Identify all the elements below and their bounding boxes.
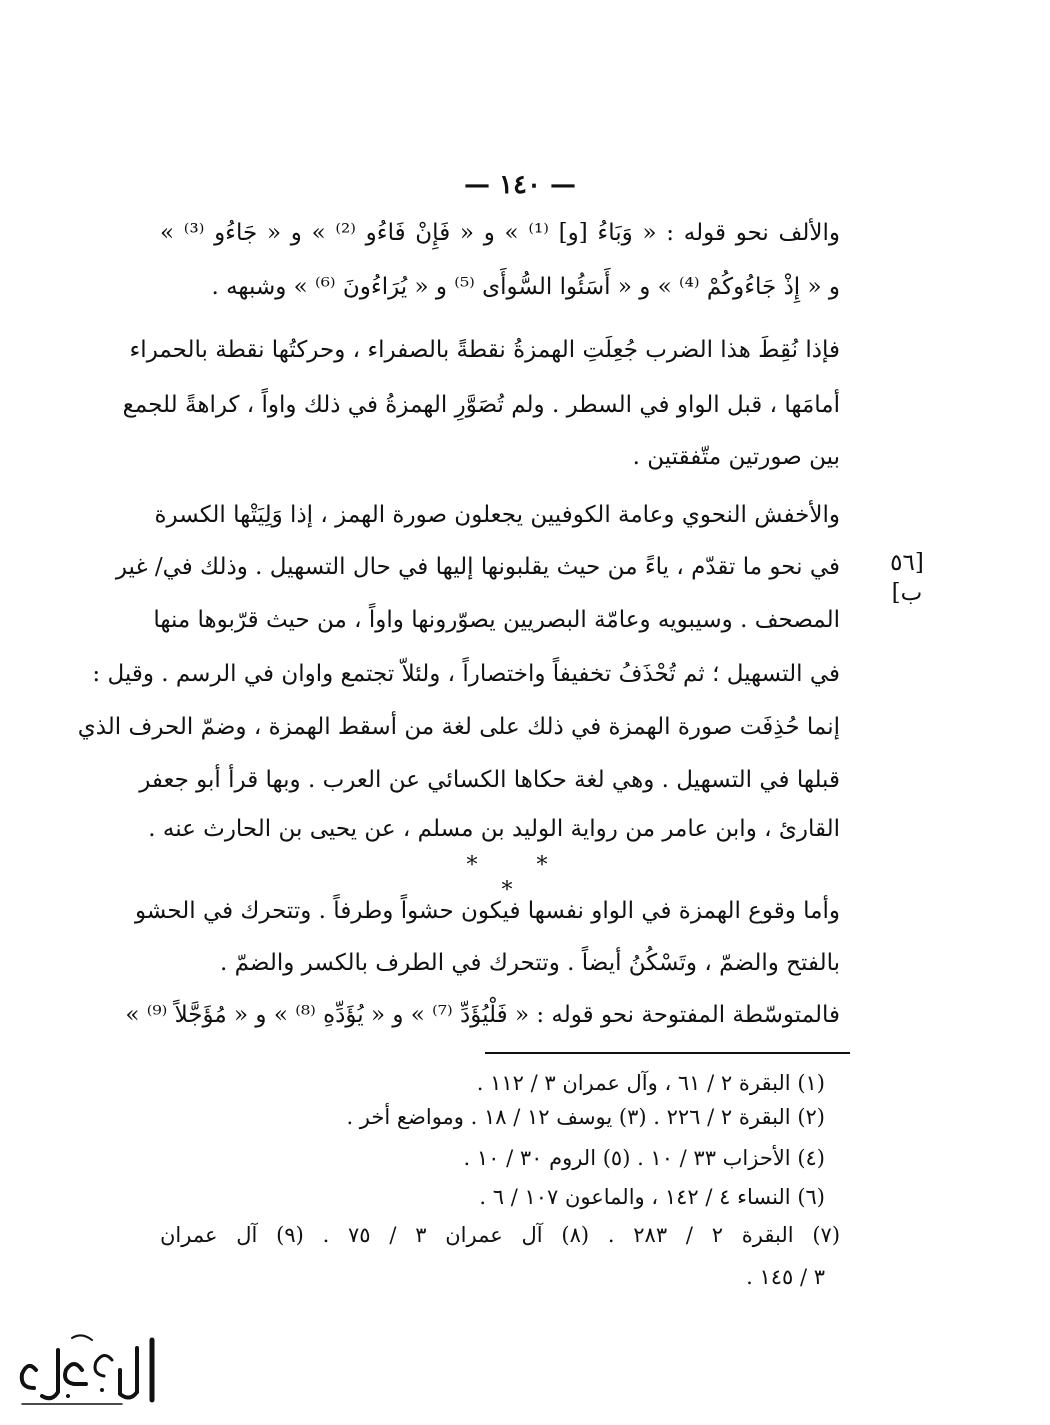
footnote-9-continued: ٣ / ١٤٥ .: [746, 1265, 825, 1289]
body-line-5: بين صورتين متّفقتين .: [632, 444, 840, 470]
body-line-7: في نحو ما تقدّم ، ياءً من حيث يقلبونها إليها في حال التسهيل . وذلك في/ غير: [115, 554, 840, 580]
footnote-7-8-9: (٧) البقرة ٢ / ٢٨٣ . (٨) آل عمران ٣ / ٧٥ . (٩) آل عمران: [160, 1223, 841, 1247]
page-number: — ١٤٠ —: [463, 170, 577, 200]
body-line-11: قبلها في التسهيل . وهي لغة حكاها الكسائي عن العرب . وبها قرأ أبو جعفر: [139, 767, 840, 793]
body-line-1: والألف نحو قوله : « وَبَاءُ [و] ⁽¹⁾ » و « فَإِنْ فَاءُو ⁽²⁾ » و « جَاءُو ⁽³⁾ »: [160, 220, 840, 246]
body-line-6: والأخفش النحوي وعامة الكوفيين يجعلون صورة الهمز ، إذا وَلِيَتْها الكسرة: [154, 502, 840, 528]
body-line-10: إنما حُذِفَت صورة الهمزة في ذلك على لغة من أسقط الهمزة ، وضمّ الحرف الذي: [77, 714, 840, 740]
library-stamp-logo: [12, 1330, 162, 1415]
body-line-13: وأما وقوع الهمزة في الواو نفسها فيكون حشواً وطرفاً . وتتحرك في الحشو: [135, 898, 840, 924]
manuscript-folio-note: [٥٦ ب]: [890, 550, 924, 606]
footnote-1: (١) البقرة ٢ / ٦١ ، وآل عمران ٣ / ١١٢ .: [476, 1071, 825, 1095]
body-line-14: بالفتح والضمّ ، وتَسْكُنُ أيضاً . وتتحرك في الطرف بالكسر والضمّ .: [219, 950, 840, 976]
footnote-4-5: (٤) الأحزاب ٣٣ / ١٠ . (٥) الروم ٣٠ / ١٠ .: [463, 1146, 825, 1170]
body-line-9: في التسهيل ؛ ثم تُحْذَفُ تخفيفاً واختصاراً ، ولئلاّ تجتمع واوان في الرسم . وقيل :: [92, 661, 840, 687]
body-line-4: أمامَها ، قبل الواو في السطر . ولم تُصَوَّرِ الهمزةُ في ذلك واواً ، كراهةً للجمع: [122, 392, 840, 418]
section-separator: * * *: [466, 853, 574, 903]
footnote-6: (٦) النساء ٤ / ١٤٢ ، والماعون ١٠٧ / ٦ .: [479, 1185, 825, 1209]
body-line-2: و « إِذْ جَاءُوكُمْ ⁽⁴⁾ » و « أَسَئُوا السُّوأَى ⁽⁵⁾ و « يُرَاءُونَ ⁽⁶⁾ » وشبهه .: [211, 274, 840, 300]
footnote-2-3: (٢) البقرة ٢ / ٢٢٦ . (٣) يوسف ١٢ / ١٨ . ومواضع أخر .: [346, 1105, 825, 1129]
body-line-8: المصحف . وسيبويه وعامّة البصريين يصوّرونها واواً ، من حيث قرّبوها منها: [153, 607, 840, 633]
body-line-15: فالمتوسّطة المفتوحة نحو قوله : « فَلْيُؤَدِّ ⁽⁷⁾ » و « يُؤَدِّهِ ⁽⁸⁾ » و « مُؤَجَّلاً ⁽⁹⁾ »: [125, 1002, 840, 1028]
body-line-12: القارئ ، وابن عامر من رواية الوليد بن مسلم ، عن يحيى بن الحارث عنه .: [148, 816, 840, 842]
footnote-divider: [485, 1052, 850, 1054]
body-line-3: فإذا نُقِطَ هذا الضرب جُعِلَتِ الهمزةُ نقطةً بالصفراء ، وحركتُها نقطة بالحمراء: [129, 337, 840, 363]
